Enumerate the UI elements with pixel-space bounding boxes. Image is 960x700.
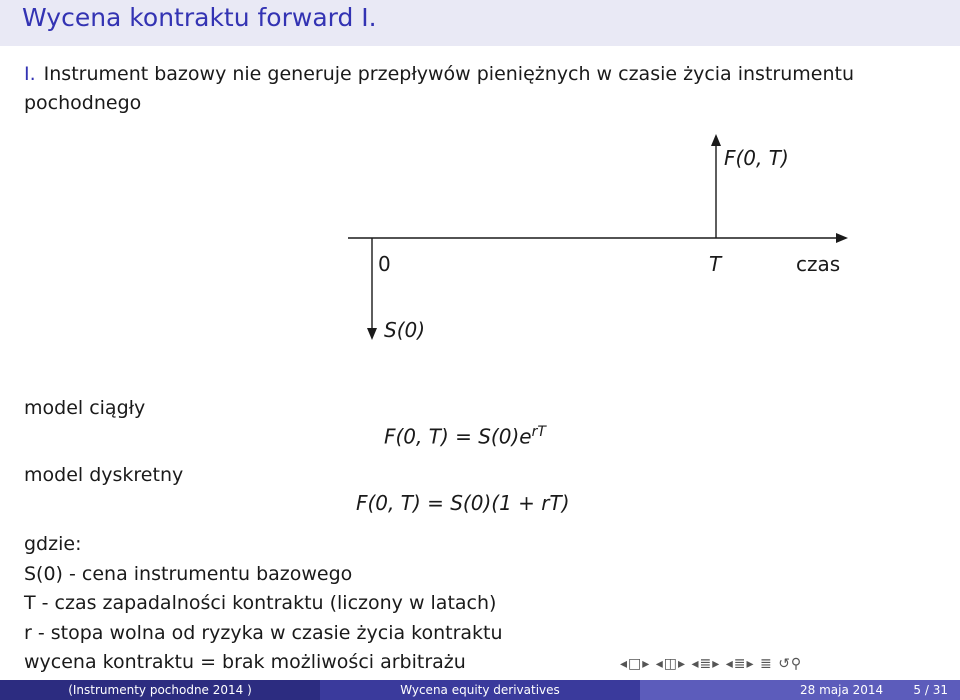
pricing-principle: wycena kontraktu = brak możliwości arbitrażu (24, 651, 466, 673)
nav-search-icon[interactable]: ⚲ (790, 656, 803, 672)
enumeration-marker: I. (24, 63, 36, 85)
definition-maturity: T - czas zapadalności kontraktu (liczony w latach) (24, 592, 497, 614)
definition-rate: r - stopa wolna od ryzyka w czasie życia kontraktu (24, 621, 503, 644)
time-axis-arrowhead (836, 233, 848, 243)
footer-center-title: Wycena equity derivatives (320, 680, 640, 700)
nav-frame-icon[interactable]: ◫ (663, 656, 679, 672)
nav-toc-icon[interactable]: ≣ (760, 656, 773, 672)
cash-outflow-arrowhead (367, 328, 377, 340)
discrete-model-label: model dyskretny (24, 464, 184, 486)
cash-flow-diagram (0, 120, 960, 340)
footer (0, 680, 960, 700)
nav-next-subsection-icon[interactable]: ▸ (712, 656, 721, 672)
nav-subsection-icon[interactable]: ≣ (699, 656, 713, 672)
maturity-label: T (709, 252, 722, 276)
footer-page-number: 5 / 31 (913, 683, 948, 697)
intro-text: Instrument bazowy nie generuje przepływów pieniężnych w czasie życia instrumentu pochodnego (24, 63, 854, 114)
definitions (24, 530, 503, 678)
axis-label: czas (796, 252, 841, 276)
nav-next-section-icon[interactable]: ▸ (746, 656, 755, 672)
frame-title-bar (0, 0, 960, 46)
footer-short-title: (Instrumenty pochodne 2014 ) (0, 680, 320, 700)
intro-item (24, 60, 924, 118)
discrete-model-formula: F(0, T) = S(0)(1 + rT) (356, 491, 570, 515)
nav-prev-frame-icon[interactable]: ◂ (655, 656, 664, 672)
nav-prev-section-icon[interactable]: ◂ (725, 656, 734, 672)
footer-date: 28 maja 2014 (800, 683, 884, 697)
nav-next-frame-icon[interactable]: ▸ (678, 656, 687, 672)
footer-right (640, 680, 960, 700)
origin-label: 0 (378, 252, 391, 276)
continuous-model-formula: F(0, $T) = S(0)e^{rT}$ (384, 424, 546, 449)
frame-title: Wycena kontraktu forward I. (22, 3, 377, 32)
nav-next-slide-icon[interactable]: ▸ (642, 656, 651, 672)
nav-prev-subsection-icon[interactable]: ◂ (691, 656, 700, 672)
nav-prev-slide-icon[interactable]: ◂ (620, 656, 629, 672)
cash-inflow-label: F(0, T) (724, 146, 789, 170)
definition-s0: S(0) - cena instrumentu bazowego (24, 562, 353, 585)
cash-outflow-label: S(0) (384, 318, 426, 342)
nav-back-icon[interactable]: ↺ (778, 656, 791, 672)
nav-section-icon[interactable]: ≣ (733, 656, 747, 672)
continuous-model-label: model ciągły (24, 397, 146, 419)
nav-slide-icon[interactable]: □ (628, 656, 643, 672)
cash-inflow-arrowhead (711, 134, 721, 146)
beamer-navigation (620, 656, 802, 672)
definitions-heading: gdzie: (24, 533, 82, 555)
